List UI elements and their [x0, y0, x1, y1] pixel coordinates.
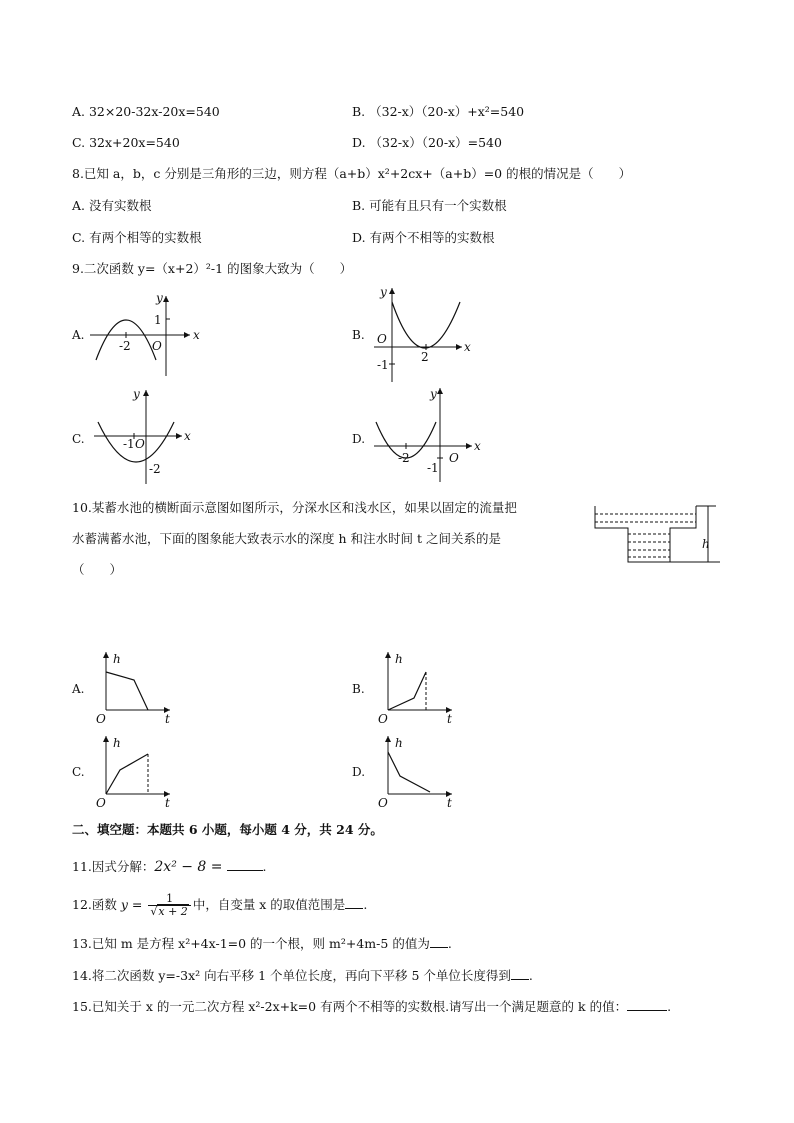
q15: 15.已知关于 x 的一元二次方程 x²-2x+k=0 有两个不相等的实数根.请写出一个满足题意的 k 的值： . [72, 999, 672, 1014]
q12 [72, 892, 367, 918]
q8-option-a: A. 没有实数根 [72, 198, 152, 213]
q9a-origin: O [152, 339, 162, 353]
q10a-origin: O [96, 712, 106, 726]
q9a-y-label: y [156, 291, 163, 305]
q13-text: 13.已知 m 是方程 x²+4x-1=0 的一个根，则 m²+4m-5 的值为 [72, 936, 430, 951]
q12-end: . [363, 897, 368, 912]
q9a-tick-1: 1 [154, 313, 162, 327]
q7-option-d: D. （32-x）（20-x）=540 [352, 135, 502, 150]
q10d-axis-t: t [447, 796, 452, 810]
q12-y: y = [120, 897, 143, 912]
q8-stem: 8.已知 a，b，c 分别是三角形的三边，则方程（a+b）x²+2cx+（a+b）=0 的根的情况是（ ） [72, 166, 632, 181]
q10d-origin: O [378, 796, 388, 810]
q8-option-c: C. 有两个相等的实数根 [72, 230, 202, 245]
q10c-axis-t: t [165, 796, 170, 810]
q9-label-c: C. [72, 432, 85, 446]
q10a-axis-h: h [113, 652, 121, 666]
q14-text: 14.将二次函数 y=-3x² 向右平移 1 个单位长度，再向下平移 5 个单位长度得到 [72, 968, 511, 983]
q8-option-d: D. 有两个不相等的实数根 [352, 230, 495, 245]
section-2-heading: 二、填空题：本题共 6 小题，每小题 4 分，共 24 分。 [72, 822, 383, 837]
q10-label-b: B. [352, 682, 365, 696]
q10a-axis-t: t [165, 712, 170, 726]
q15-text: 15.已知关于 x 的一元二次方程 x²-2x+k=0 有两个不相等的实数根.请写出一个满足题意的 k 的值： [72, 999, 628, 1014]
q10-graph-d [374, 730, 464, 810]
q10-label-d: D. [352, 765, 366, 779]
q12-denominator: x + 2 [158, 905, 188, 918]
q9c-y-label: y [133, 387, 140, 401]
q12-numerator: 1 [148, 893, 190, 906]
q9d-y-label: y [430, 387, 437, 401]
q9c-tick-neg1: -1 [123, 437, 135, 451]
q9-graph-c [90, 386, 200, 486]
q9a-x-label: x [193, 328, 200, 342]
q9d-tick-neg2: -2 [398, 451, 410, 465]
pool-h-label: h [702, 537, 710, 551]
q9-stem: 9.二次函数 y=（x+2）²-1 的图象大致为（ ） [72, 261, 353, 276]
q9-graph-a [90, 290, 200, 380]
q10-graph-c [92, 730, 182, 810]
q9b-tick-neg1: -1 [377, 358, 389, 372]
q9b-y-label: y [380, 285, 387, 299]
q10-stem-line2: 水蓄满蓄水池，下面的图象能大致表示水的深度 h 和注水时间 t 之间关系的是 [72, 531, 501, 546]
q9b-x-label: x [464, 340, 471, 354]
q12-prefix: 12.函数 [72, 897, 117, 912]
q9c-tick-neg2: -2 [149, 462, 161, 476]
q9-label-d: D. [352, 432, 366, 446]
q10b-origin: O [378, 712, 388, 726]
q9-graph-b [370, 284, 480, 384]
q10-graph-a [92, 646, 182, 726]
q11-expression: 2x² − 8 = [154, 859, 223, 875]
q10d-axis-h: h [395, 736, 403, 750]
q7-option-a: A. 32×20-32x-20x=540 [72, 104, 220, 119]
q9-label-a: A. [72, 328, 85, 342]
q10-pool-diagram [590, 500, 730, 570]
q10-label-c: C. [72, 765, 85, 779]
q10c-axis-h: h [113, 736, 121, 750]
q12-fraction [148, 893, 190, 918]
q14-answer-blank[interactable] [511, 979, 529, 980]
q10c-origin: O [96, 796, 106, 810]
q7-option-b: B. （32-x）（20-x）+x²=540 [352, 104, 525, 119]
q9a-tick-neg2: -2 [119, 339, 131, 353]
q9-label-b: B. [352, 328, 365, 342]
q9b-tick-2: 2 [421, 350, 429, 364]
q13-answer-blank[interactable] [430, 947, 448, 948]
q9-graph-d [370, 384, 490, 484]
q11-prefix: 11.因式分解： [72, 859, 155, 874]
q11 [72, 859, 267, 875]
sqrt-icon: √ [150, 905, 158, 918]
q14: 14.将二次函数 y=-3x² 向右平移 1 个单位长度，再向下平移 5 个单位长度得到 . [72, 968, 533, 983]
q10-label-a: A. [72, 682, 85, 696]
q15-answer-blank[interactable] [627, 1010, 667, 1011]
q10-graph-b [374, 646, 464, 726]
q9c-x-label: x [184, 429, 191, 443]
q8-option-b: B. 可能有且只有一个实数根 [352, 198, 507, 213]
q12-suffix: 中，自变量 x 的取值范围是 [192, 897, 346, 912]
q10-stem-line1: 10.某蓄水池的横断面示意图如图所示，分深水区和浅水区，如果以固定的流量把 [72, 500, 517, 515]
q10b-axis-t: t [447, 712, 452, 726]
q10-stem-line3: （ ） [72, 562, 123, 577]
q9d-origin: O [449, 451, 459, 465]
q11-answer-blank[interactable] [227, 870, 263, 871]
q7-option-c: C. 32x+20x=540 [72, 135, 180, 150]
q9d-tick-neg1: -1 [427, 461, 439, 475]
q12-answer-blank[interactable] [345, 908, 363, 909]
q9b-origin: O [377, 332, 387, 346]
q9c-origin: O [135, 437, 145, 451]
q11-end: . [262, 859, 267, 874]
q10b-axis-h: h [395, 652, 403, 666]
q13: 13.已知 m 是方程 x²+4x-1=0 的一个根，则 m²+4m-5 的值为 . [72, 936, 452, 951]
q9d-x-label: x [474, 439, 481, 453]
